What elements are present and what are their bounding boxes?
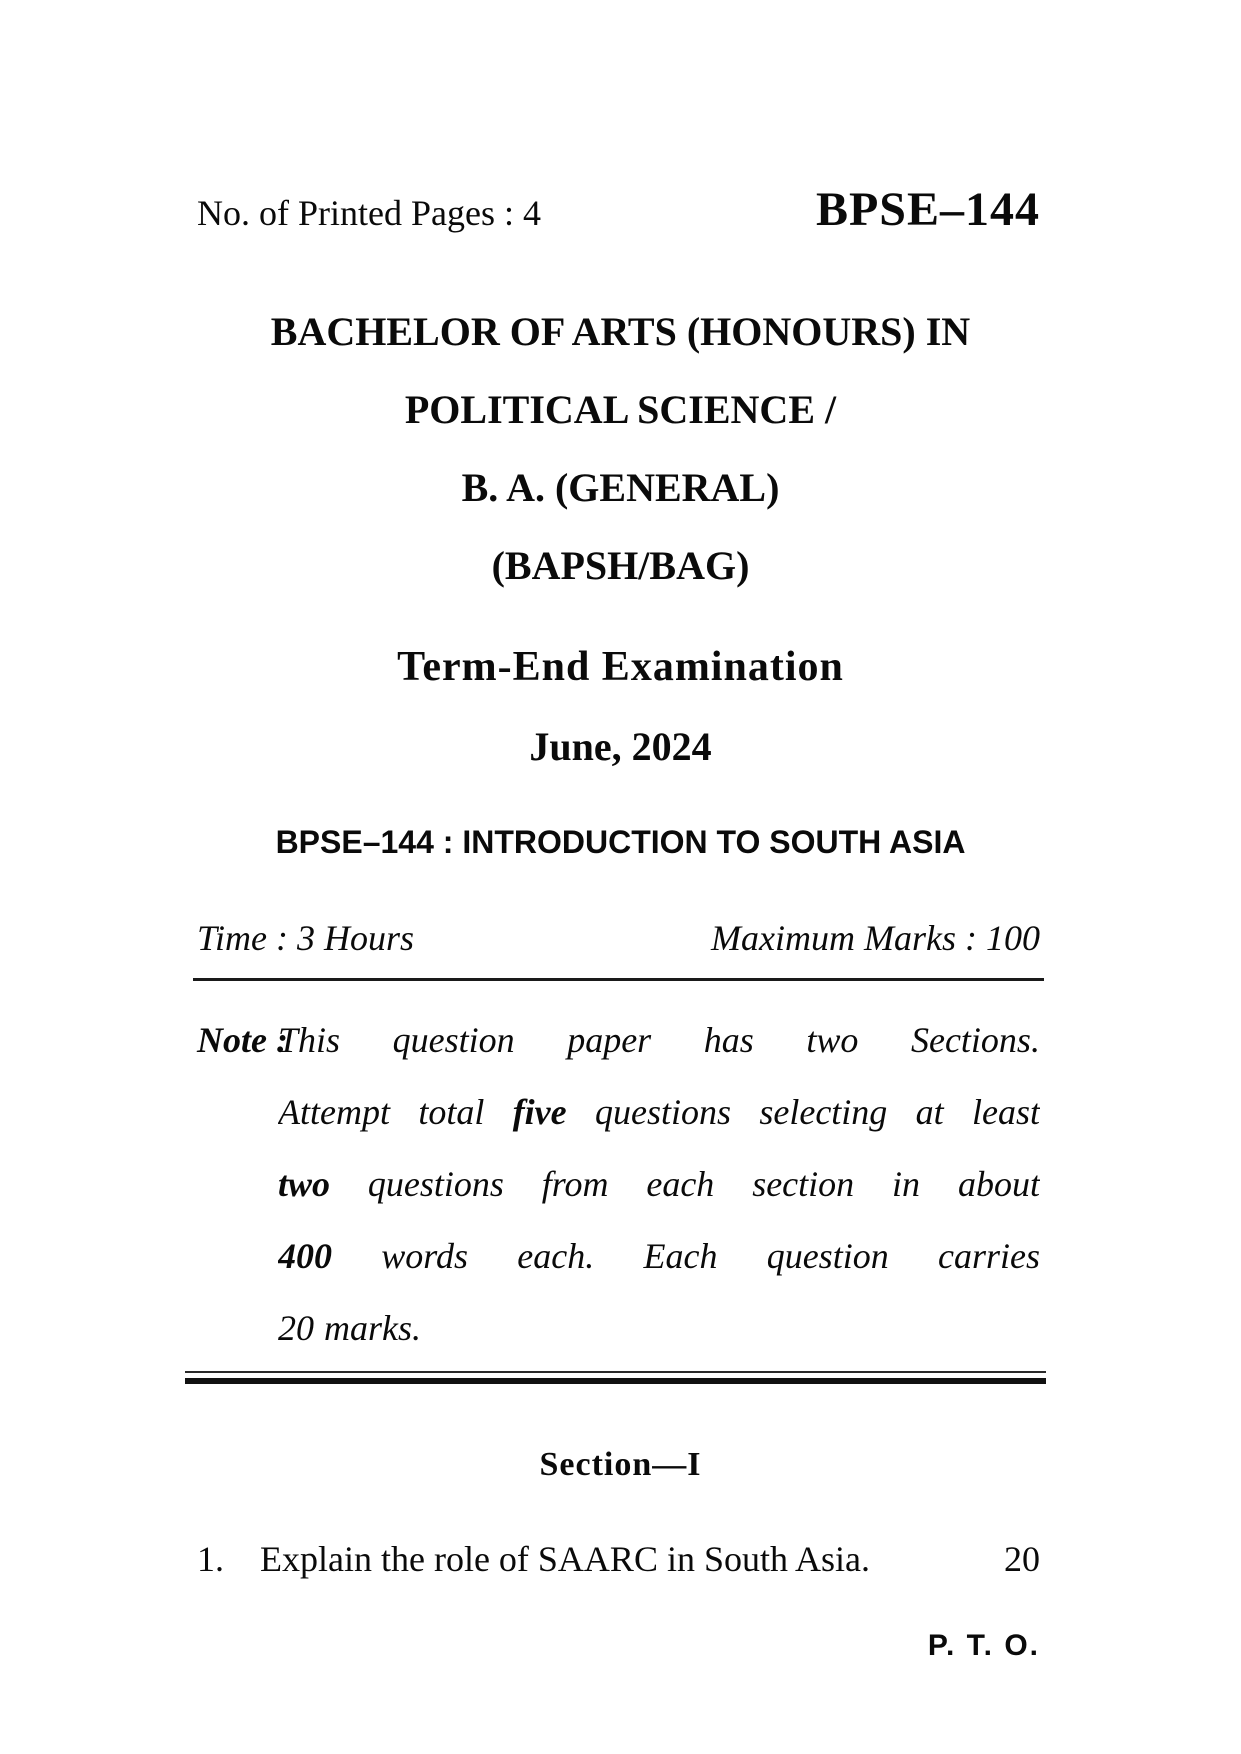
note-word: 400	[278, 1236, 332, 1276]
paper-code: BPSE–144	[815, 183, 1040, 236]
programme-title-line: (BAPSH/BAG)	[491, 543, 750, 588]
double-rule-thin	[185, 1371, 1046, 1373]
note-word: questions	[367, 1164, 504, 1204]
time-allowed: Time : 3 Hours	[197, 918, 415, 958]
note-word: This	[278, 1020, 341, 1060]
note-word: question	[392, 1020, 515, 1060]
note-line	[278, 1306, 1040, 1378]
exam-date: June, 2024	[529, 724, 712, 769]
note-word: at	[915, 1092, 944, 1132]
maximum-marks: Maximum Marks : 100	[711, 918, 1040, 958]
time-marks-row	[197, 916, 1040, 960]
double-rule-thick	[185, 1378, 1046, 1384]
note-word: each	[646, 1164, 715, 1204]
question-marks: 20	[1004, 1539, 1040, 1579]
note-word: five	[512, 1092, 567, 1132]
note-word: marks.	[324, 1308, 421, 1348]
programme-title-block	[100, 293, 1141, 605]
note-word: Attempt	[278, 1092, 390, 1132]
note-word: paper	[567, 1020, 652, 1060]
note-line	[278, 1234, 1040, 1306]
note-word: two	[278, 1164, 331, 1204]
note-word: in	[892, 1164, 921, 1204]
note-label: Note :	[197, 1020, 288, 1060]
course-title: BPSE–144 : INTRODUCTION TO SOUTH ASIA	[275, 824, 966, 860]
question-text: Explain the role of SAARC in South Asia.	[260, 1539, 870, 1579]
note-word: from	[541, 1164, 609, 1204]
programme-title-line: POLITICAL SCIENCE /	[404, 387, 837, 432]
note-word: words	[381, 1236, 468, 1276]
note-lines	[278, 1018, 1040, 1378]
note-line	[278, 1018, 1040, 1090]
note-word: two	[806, 1020, 859, 1060]
note-word: selecting	[759, 1092, 888, 1132]
section-heading: Section—I	[539, 1446, 702, 1483]
note-word: least	[972, 1092, 1040, 1132]
printed-pages-label: No. of Printed Pages : 4	[197, 193, 541, 233]
exam-title: Term-End Examination	[397, 644, 844, 690]
pto-label: P. T. O.	[927, 1629, 1040, 1662]
note-line	[278, 1090, 1040, 1162]
note-word: each.	[517, 1236, 595, 1276]
note-word: Each	[643, 1236, 718, 1276]
note-word: section	[752, 1164, 855, 1204]
note-word: carries	[937, 1236, 1040, 1276]
header-row	[197, 183, 1040, 236]
note-word: questions	[594, 1092, 731, 1132]
note-word: Sections.	[910, 1020, 1040, 1060]
note-word: total	[418, 1092, 485, 1132]
programme-title-line: B. A. (GENERAL)	[461, 465, 780, 510]
note-word: about	[957, 1164, 1040, 1204]
note-word: has	[703, 1020, 754, 1060]
note-word: question	[766, 1236, 889, 1276]
horizontal-rule	[193, 978, 1044, 981]
question-number: 1.	[197, 1539, 224, 1579]
question-row	[197, 1537, 1040, 1581]
note-line	[278, 1162, 1040, 1234]
programme-title-line: BACHELOR OF ARTS (HONOURS) IN	[270, 309, 971, 354]
note-block	[197, 1018, 1040, 1378]
note-word: 20	[278, 1308, 314, 1348]
